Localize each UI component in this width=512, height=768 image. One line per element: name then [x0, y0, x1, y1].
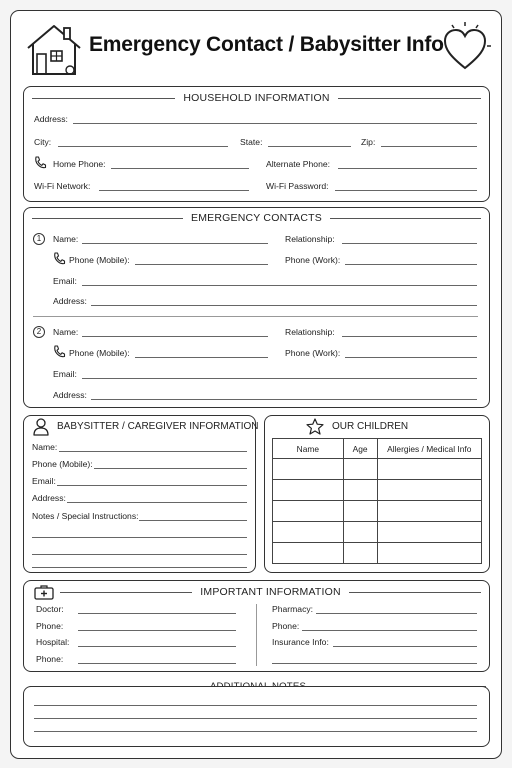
contact1-email-field[interactable] — [82, 285, 477, 286]
household-heading: HOUSEHOLD INFORMATION — [183, 92, 330, 104]
contact1-email-label: Email: — [53, 276, 77, 286]
home-phone-field[interactable] — [111, 168, 249, 169]
babysitter-notes-line[interactable] — [32, 567, 247, 568]
contact1-phone-work-field[interactable] — [345, 264, 477, 265]
contact2-address-field[interactable] — [91, 399, 477, 400]
insurance-field-line[interactable] — [272, 663, 477, 664]
child-name-cell[interactable] — [273, 543, 344, 564]
contact1-name-field[interactable] — [82, 243, 268, 244]
child-medical-cell[interactable] — [377, 480, 482, 501]
contact-number-1: 1 — [33, 233, 45, 245]
child-medical-cell[interactable] — [377, 522, 482, 543]
star-icon — [306, 418, 324, 435]
contact2-email-field[interactable] — [82, 378, 477, 379]
contact2-email-label: Email: — [53, 369, 77, 379]
alternate-phone-label: Alternate Phone: — [266, 159, 331, 169]
babysitter-email-field[interactable] — [57, 485, 247, 486]
doctor-field[interactable] — [78, 613, 236, 614]
wifi-password-field[interactable] — [335, 190, 477, 191]
babysitter-phone-label: Phone (Mobile): — [32, 459, 93, 469]
city-label: City: — [34, 137, 52, 147]
contact1-name-label: Name: — [53, 234, 79, 244]
contact1-relationship-field[interactable] — [342, 243, 477, 244]
contact1-phone-mobile-label: Phone (Mobile): — [69, 255, 130, 265]
table-row — [273, 501, 482, 522]
address-field[interactable] — [73, 123, 477, 124]
child-age-cell[interactable] — [343, 459, 377, 480]
child-age-cell[interactable] — [343, 522, 377, 543]
contact2-address-label: Address: — [53, 390, 87, 400]
phone-icon — [53, 252, 65, 265]
heart-icon — [440, 22, 496, 76]
contact-number-2: 2 — [33, 326, 45, 338]
pharmacy-field[interactable] — [316, 613, 477, 614]
contact2-phone-mobile-label: Phone (Mobile): — [69, 348, 130, 358]
children-heading: OUR CHILDREN — [332, 421, 409, 432]
babysitter-notes-label: Notes / Special Instructions: — [32, 511, 139, 521]
notes-line[interactable] — [34, 718, 477, 719]
zip-field[interactable] — [381, 146, 477, 147]
pharmacy-phone-label: Phone: — [272, 621, 300, 631]
emergency-heading: EMERGENCY CONTACTS — [191, 212, 322, 224]
table-row — [273, 459, 482, 480]
babysitter-name-label: Name: — [32, 442, 58, 452]
babysitter-address-label: Address: — [32, 493, 66, 503]
city-field[interactable] — [58, 146, 228, 147]
phone-icon — [53, 345, 65, 358]
contact1-address-field[interactable] — [91, 305, 477, 306]
contact2-phone-work-label: Phone (Work): — [285, 348, 341, 358]
pharmacy-phone-field[interactable] — [302, 630, 477, 631]
babysitter-name-field[interactable] — [59, 451, 247, 452]
contact2-name-label: Name: — [53, 327, 79, 337]
column-header-name: Name — [273, 439, 344, 459]
hospital-label: Hospital: — [36, 637, 70, 647]
notes-section — [23, 686, 490, 747]
babysitter-notes-line[interactable] — [32, 537, 247, 538]
doctor-label: Doctor: — [36, 604, 64, 614]
table-row — [273, 543, 482, 564]
contact2-phone-work-field[interactable] — [345, 357, 477, 358]
child-name-cell[interactable] — [273, 459, 344, 480]
zip-label: Zip: — [361, 137, 376, 147]
page-title: Emergency Contact / Babysitter Info — [89, 33, 444, 56]
home-phone-label: Home Phone: — [53, 159, 106, 169]
table-row — [273, 522, 482, 543]
insurance-label: Insurance Info: — [272, 637, 329, 647]
child-age-cell[interactable] — [343, 480, 377, 501]
babysitter-address-field[interactable] — [67, 502, 247, 503]
wifi-network-field[interactable] — [99, 190, 249, 191]
address-label: Address: — [34, 114, 68, 124]
child-medical-cell[interactable] — [377, 459, 482, 480]
house-icon — [24, 22, 84, 76]
contact1-phone-work-label: Phone (Work): — [285, 255, 341, 265]
child-name-cell[interactable] — [273, 501, 344, 522]
state-label: State: — [240, 137, 263, 147]
table-header-row — [273, 439, 482, 459]
doctor-phone-field[interactable] — [78, 630, 236, 631]
hospital-phone-label: Phone: — [36, 654, 64, 664]
person-icon — [33, 418, 49, 436]
notes-line[interactable] — [34, 705, 477, 706]
child-age-cell[interactable] — [343, 501, 377, 522]
children-table — [272, 438, 482, 564]
pharmacy-label: Pharmacy: — [272, 604, 314, 614]
child-medical-cell[interactable] — [377, 543, 482, 564]
hospital-phone-field[interactable] — [78, 663, 236, 664]
child-age-cell[interactable] — [343, 543, 377, 564]
hospital-field[interactable] — [78, 646, 236, 647]
phone-icon — [34, 156, 46, 169]
first-aid-kit-icon — [34, 584, 54, 600]
important-column-divider — [256, 604, 257, 666]
child-name-cell[interactable] — [273, 522, 344, 543]
important-heading: IMPORTANT INFORMATION — [200, 586, 341, 598]
child-medical-cell[interactable] — [377, 501, 482, 522]
child-name-cell[interactable] — [273, 480, 344, 501]
alternate-phone-field[interactable] — [338, 168, 477, 169]
doctor-phone-label: Phone: — [36, 621, 64, 631]
babysitter-notes-line[interactable] — [32, 554, 247, 555]
insurance-field[interactable] — [333, 646, 477, 647]
state-field[interactable] — [268, 146, 351, 147]
notes-line[interactable] — [34, 731, 477, 732]
contact2-phone-mobile-field[interactable] — [135, 357, 268, 358]
contact2-relationship-label: Relationship: — [285, 327, 335, 337]
contact1-relationship-label: Relationship: — [285, 234, 335, 244]
wifi-password-label: Wi-Fi Password: — [266, 181, 329, 191]
column-header-allergies: Allergies / Medical Info — [377, 439, 482, 459]
contact2-name-field[interactable] — [82, 336, 268, 337]
contact2-relationship-field[interactable] — [342, 336, 477, 337]
babysitter-heading: BABYSITTER / CAREGIVER INFORMATION — [57, 421, 259, 432]
wifi-network-label: Wi-Fi Network: — [34, 181, 91, 191]
contact1-address-label: Address: — [53, 296, 87, 306]
contact1-phone-mobile-field[interactable] — [135, 264, 268, 265]
table-row — [273, 480, 482, 501]
babysitter-phone-field[interactable] — [94, 468, 247, 469]
contacts-divider — [33, 316, 478, 317]
column-header-age: Age — [343, 439, 377, 459]
babysitter-notes-field[interactable] — [139, 520, 247, 521]
babysitter-email-label: Email: — [32, 476, 56, 486]
